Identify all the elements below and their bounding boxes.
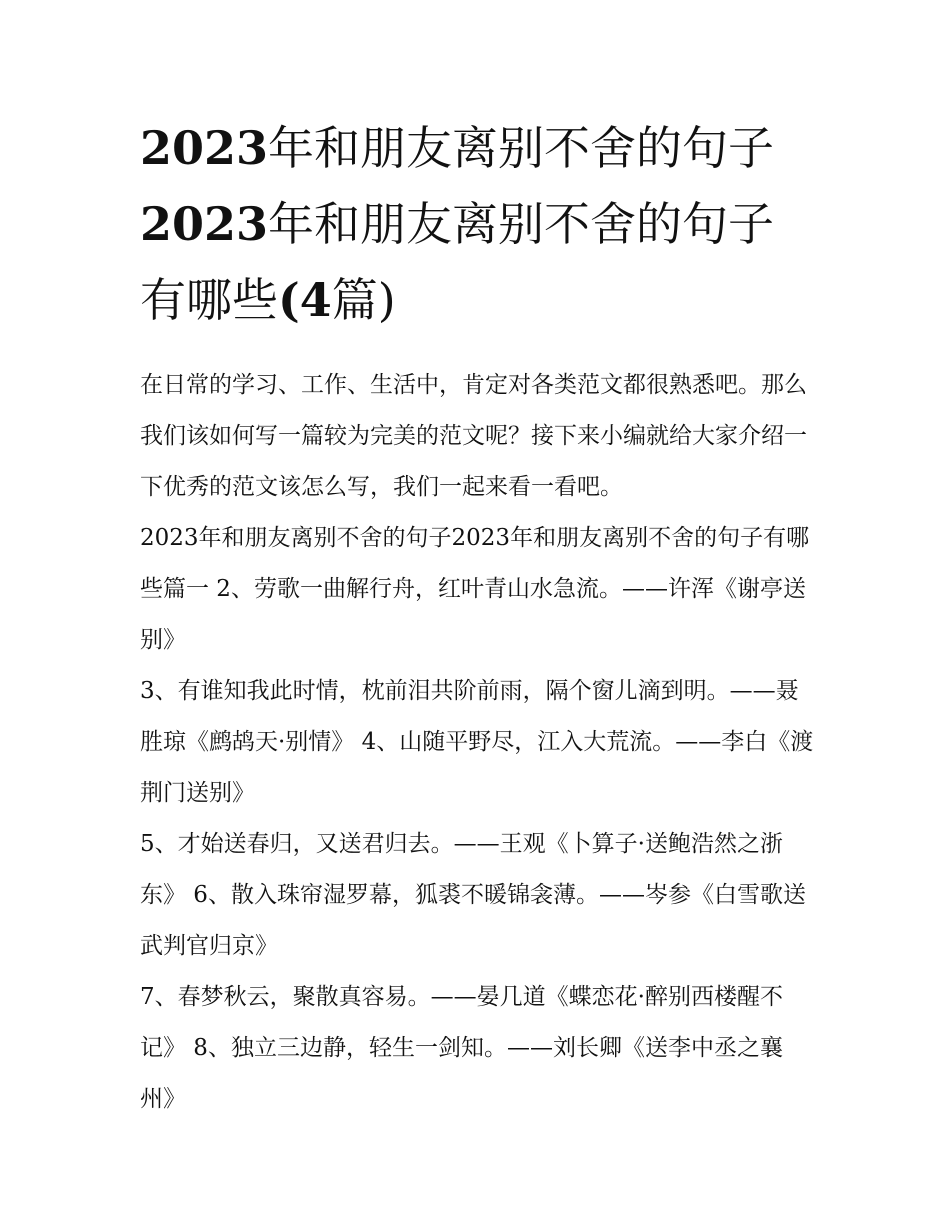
title-line-2-year: 2023 — [140, 197, 269, 251]
title-line-2 — [140, 186, 815, 262]
quote-paragraph-1: 2023年和朋友离别不舍的句子2023年和朋友离别不舍的句子有哪些篇一 2、劳歌一曲解行舟，红叶青山水急流。——许浑《谢亭送别》 — [140, 525, 810, 653]
title-line-1 — [140, 110, 815, 186]
quote-paragraph-4: 7、春梦秋云，聚散真容易。——晏几道《蝶恋花·醉别西楼醒不记》 8、独立三边静，轻生一剑知。——刘长卿《送李中丞之襄州》 — [140, 984, 783, 1112]
quote-paragraph-3: 5、才始送春归，又送君归去。——王观《卜算子·送鲍浩然之浙东》 6、散入珠帘湿罗幕，狐裘不暖锦衾薄。——岑参《白雪歌送武判官归京》 — [140, 831, 806, 959]
document-body — [140, 360, 815, 1125]
title-line-1-text: 年和朋友离别不舍的句子 — [268, 121, 775, 175]
intro-paragraph: 在日常的学习、工作、生活中，肯定对各类范文都很熟悉吧。那么我们该如何写一篇较为完美的范文呢？接下来小编就给大家介绍一下优秀的范文该怎么写，我们一起来看一看吧。 — [140, 372, 807, 500]
title-line-3-post: 篇) — [331, 273, 396, 327]
title-line-3 — [140, 262, 815, 338]
document-title — [140, 110, 815, 338]
title-line-2-text: 年和朋友离别不舍的句子 — [268, 197, 775, 251]
title-line-3-pre: 有哪些 — [140, 273, 278, 327]
quote-paragraph-2: 3、有谁知我此时情，枕前泪共阶前雨，隔个窗儿滴到明。——聂胜琼《鹧鸪天·别情》 4、山随平野尽，江入大荒流。——李白《渡荆门送别》 — [140, 678, 814, 806]
document-page — [140, 110, 815, 1125]
title-line-3-count: (4 — [278, 273, 332, 327]
title-line-1-year: 2023 — [140, 121, 269, 175]
